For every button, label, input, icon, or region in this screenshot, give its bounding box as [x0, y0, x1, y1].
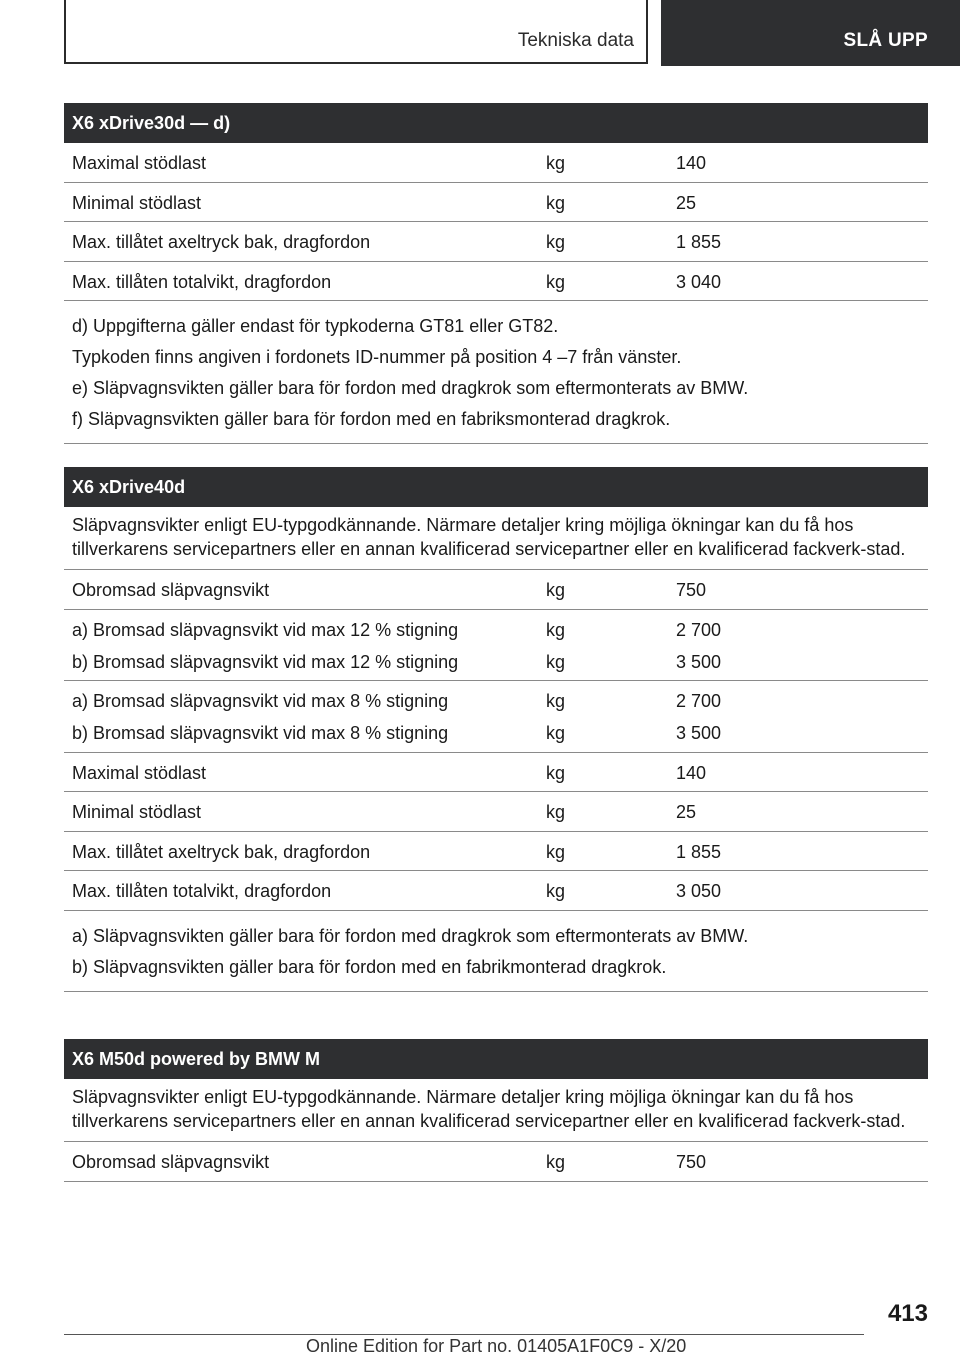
row-label: Obromsad släpvagnsvikt [72, 580, 270, 600]
row-value: 140 [676, 762, 707, 783]
chapter-tab[interactable] [661, 0, 960, 66]
row-unit: kg [546, 723, 566, 743]
row-unit: kg [546, 691, 566, 711]
row-label: Max. tillåten totalvikt, dragfordon [72, 881, 332, 901]
row-label: Maximal stödlast [72, 762, 207, 783]
table-row [64, 1142, 928, 1182]
row-label: Minimal stödlast [72, 802, 202, 822]
row-unit: kg [546, 762, 566, 783]
footnotes [64, 301, 928, 444]
row-value: 3 050 [676, 881, 722, 901]
row-unit: kg [546, 1152, 566, 1172]
footnote: f) Släpvagnsvikten gäller bara för fordon med en fabriksmonterad dragkrok. [72, 409, 671, 429]
table-x6-xdrive40d [64, 467, 928, 992]
row-label: b) Bromsad släpvagnsvikt vid max 12 % stigning [72, 651, 459, 672]
row-value: 3 500 [676, 723, 722, 743]
footnote: Typkoden finns angiven i fordonets ID-nummer på position 4 –7 från vänster. [72, 347, 682, 367]
table-row [64, 262, 928, 302]
table-heading: X6 M50d powered by BMW M [64, 1039, 928, 1079]
table-row [64, 792, 928, 832]
table-row [64, 570, 928, 610]
row-label: b) Bromsad släpvagnsvikt vid max 8 % stigning [72, 723, 449, 743]
table-row [64, 871, 928, 911]
row-value: 25 [676, 802, 697, 822]
table-x6-xdrive30d [64, 103, 928, 444]
row-value: 25 [676, 192, 697, 213]
table-row [64, 681, 928, 753]
row-unit: kg [546, 881, 566, 901]
row-label: a) Bromsad släpvagnsvikt vid max 12 % stigning [72, 619, 459, 640]
row-value: 3 500 [676, 651, 722, 672]
footnotes [64, 911, 928, 992]
table-x6-m50d [64, 1039, 928, 1182]
table-heading: X6 xDrive30d — d) [64, 103, 928, 143]
row-unit: kg [546, 232, 566, 252]
row-value: 2 700 [676, 691, 722, 711]
table-row [64, 610, 928, 682]
row-unit: kg [546, 802, 566, 822]
table-row [64, 183, 928, 223]
row-value: 1 855 [676, 232, 722, 252]
table-intro: Släpvagnsvikter enligt EU-typgodkännande. Närmare detaljer kring möjliga ökningar kan du få hos tillverkarens servicepartners eller en annan kvalificerad servicepartner eller en kvalificerad fackverk-stad. [64, 507, 928, 570]
row-unit: kg [546, 619, 566, 640]
row-value: 140 [676, 153, 707, 173]
table-row [64, 143, 928, 183]
row-label: Obromsad släpvagnsvikt [72, 1152, 270, 1172]
row-value: 750 [676, 580, 707, 600]
footnote: b) Släpvagnsvikten gäller bara för fordon med en fabrikmonterad dragkrok. [72, 956, 667, 977]
table-row [64, 832, 928, 872]
edition-footer: Online Edition for Part no. 01405A1F0C9 - X/20 [306, 1336, 687, 1356]
page-number: 413 [887, 1300, 928, 1327]
row-label: Max. tillåten totalvikt, dragfordon [72, 271, 332, 292]
footnote: a) Släpvagnsvikten gäller bara för fordon med dragkrok som eftermonterats av BMW. [72, 925, 749, 946]
row-value: 750 [676, 1152, 707, 1172]
row-unit: kg [546, 580, 566, 600]
row-value: 2 700 [676, 619, 722, 640]
row-value: 3 040 [676, 271, 722, 292]
section-title: Tekniska data [517, 30, 634, 51]
row-label: Minimal stödlast [72, 192, 202, 213]
row-unit: kg [546, 651, 566, 672]
row-unit: kg [546, 271, 566, 292]
header-frame [64, 0, 648, 64]
row-unit: kg [546, 153, 566, 173]
row-label: a) Bromsad släpvagnsvikt vid max 8 % stigning [72, 691, 449, 711]
footer-divider [64, 1334, 864, 1335]
row-label: Max. tillåtet axeltryck bak, dragfordon [72, 232, 371, 252]
row-unit: kg [546, 841, 566, 862]
row-unit: kg [546, 192, 566, 213]
row-label: Max. tillåtet axeltryck bak, dragfordon [72, 841, 371, 862]
table-heading: X6 xDrive40d [64, 467, 928, 507]
table-row [64, 753, 928, 793]
footnote: d) Uppgifterna gäller endast för typkoderna GT81 eller GT82. [72, 316, 559, 336]
row-label: Maximal stödlast [72, 153, 207, 173]
table-intro: Släpvagnsvikter enligt EU-typgodkännande. Närmare detaljer kring möjliga ökningar kan du få hos tillverkarens servicepartners eller en annan kvalificerad servicepartner eller en kvalificerad fackverk-stad. [64, 1079, 928, 1142]
row-value: 1 855 [676, 841, 722, 862]
table-row [64, 222, 928, 262]
chapter-tab-label: SLÅ UPP [843, 30, 928, 51]
footnote: e) Släpvagnsvikten gäller bara för fordon med dragkrok som eftermonterats av BMW. [72, 378, 749, 398]
